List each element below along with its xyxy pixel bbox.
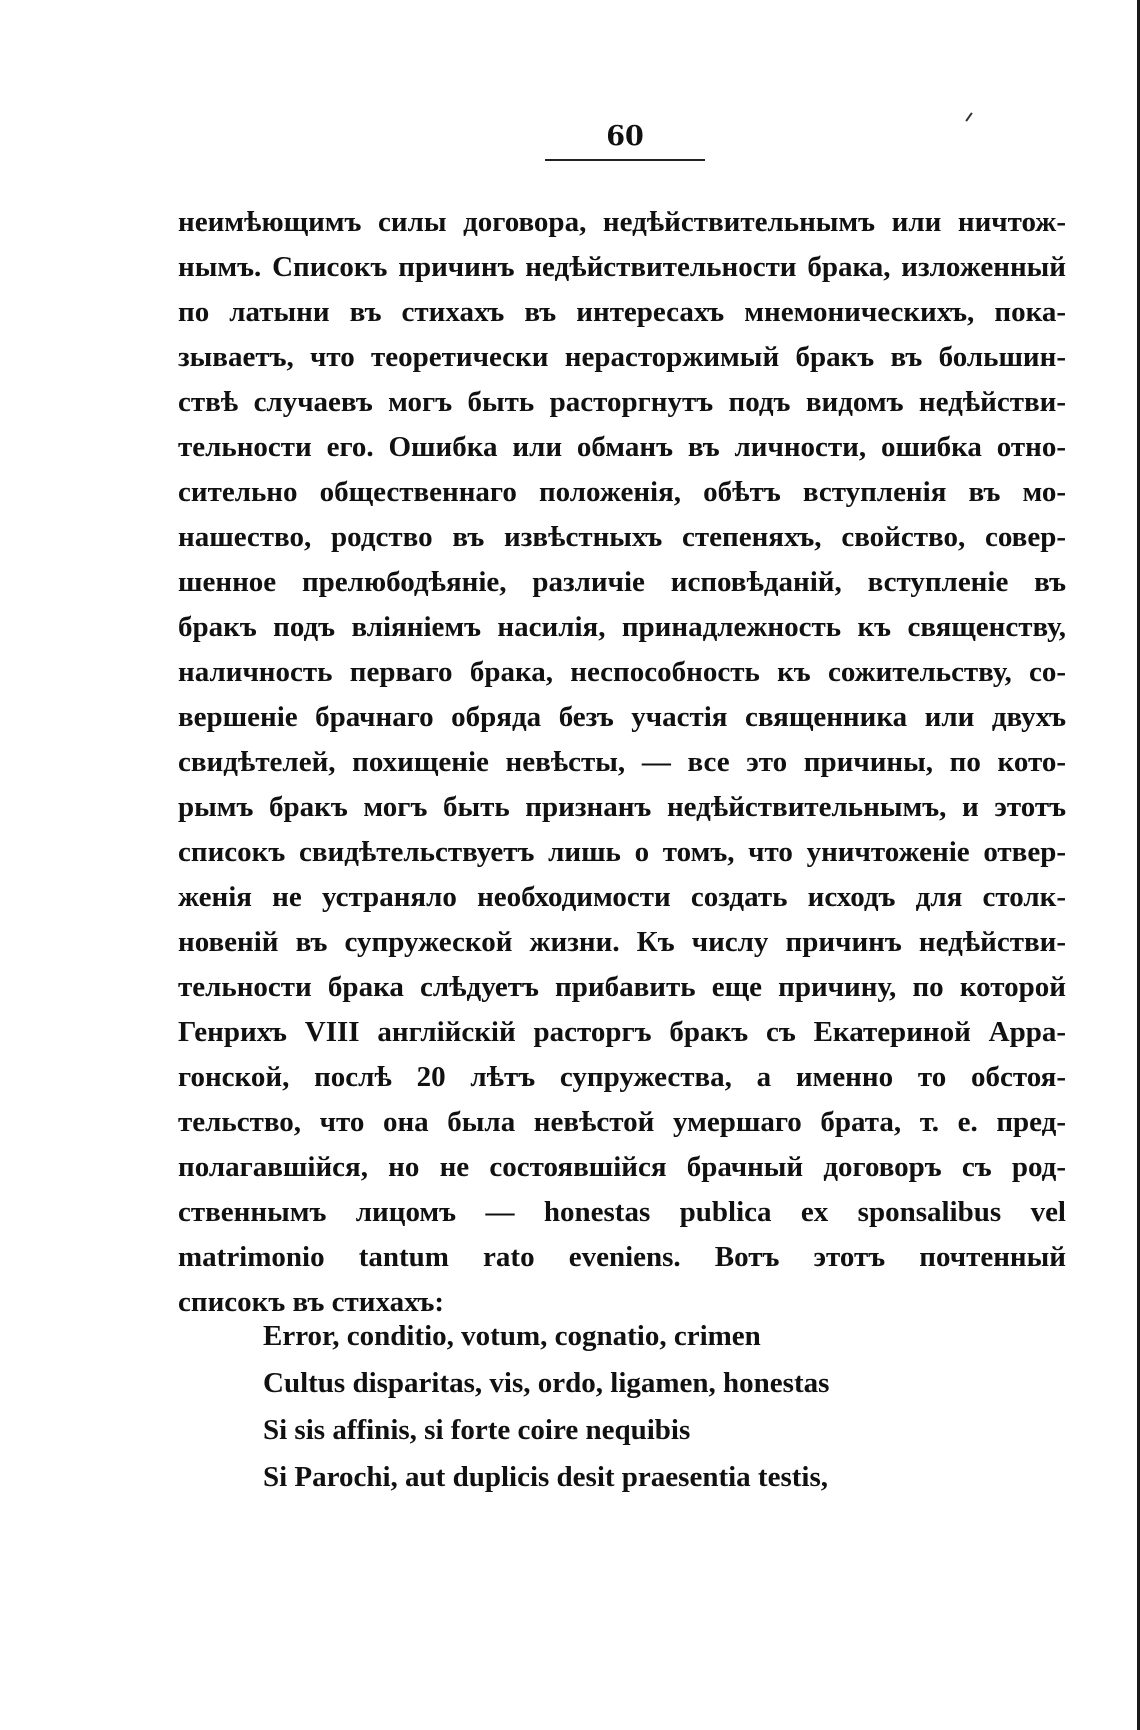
text-line: полагавшійся, но не состоявшійся брачный договоръ съ род-	[178, 1151, 1066, 1183]
text-line: нымъ. Списокъ причинъ недѣйствительности брака, изложенный	[178, 251, 1066, 283]
text-line: matrimonio tantum rato eveniens. Вотъ этотъ почтенный	[178, 1241, 1066, 1273]
text-line: вершеніе брачнаго обряда безъ участія священника или двухъ	[178, 701, 1066, 733]
body-paragraph	[178, 200, 1066, 1325]
text-line: шенное прелюбодѣяніе, различіе исповѣданій, вступленіе въ	[178, 566, 1066, 598]
text-line: тельности брака слѣдуетъ прибавить еще причину, по которой	[178, 971, 1066, 1003]
text-line: Генрихъ VIII англійскій расторгъ бракъ съ Екатериной Арра-	[178, 1016, 1066, 1048]
latin-verse	[263, 1313, 1003, 1501]
text-line: ствѣ случаевъ могъ быть расторгнутъ подъ видомъ недѣйстви-	[178, 386, 1066, 418]
verse-line: Cultus disparitas, vis, ordo, ligamen, honestas	[263, 1367, 830, 1399]
stray-mark	[965, 112, 972, 121]
text-line: ственнымъ лицомъ — honestas publica ex sponsalibus vel	[178, 1196, 1066, 1228]
text-line: бракъ подъ вліяніемъ насилія, принадлежность къ священству,	[178, 611, 1066, 643]
text-line: гонской, послѣ 20 лѣтъ супружества, а именно то обстоя-	[178, 1061, 1066, 1093]
verse-line: Error, conditio, votum, cognatio, crimen	[263, 1320, 761, 1352]
text-line: зываетъ, что теоретически нерасторжимый бракъ въ большин-	[178, 341, 1066, 373]
text-line: списокъ свидѣтельствуетъ лишь о томъ, что уничтоженіе отвер-	[178, 836, 1066, 868]
text-line: наличность перваго брака, неспособность къ сожительству, со-	[178, 656, 1066, 688]
verse-line: Si sis affinis, si forte coire nequibis	[263, 1414, 691, 1446]
text-line: сительно общественнаго положенія, обѣтъ вступленія въ мо-	[178, 476, 1066, 508]
page-number: 60	[606, 121, 644, 152]
text-line: неимѣющимъ силы договора, недѣйствительнымъ или ничтож-	[178, 206, 1066, 238]
text-line: по латыни въ стихахъ въ интересахъ мнемоническихъ, пока-	[178, 296, 1066, 328]
text-line: новеній въ супружеской жизни. Къ числу причинъ недѣйстви-	[178, 926, 1066, 958]
text-line: тельности его. Ошибка или обманъ въ личности, ошибка отно-	[178, 431, 1066, 463]
text-line: рымъ бракъ могъ быть признанъ недѣйствительнымъ, и этотъ	[178, 791, 1066, 823]
text-line: свидѣтелей, похищеніе невѣсты, — все это причины, по кото-	[178, 746, 1066, 778]
text-line: тельство, что она была невѣстой умершаго брата, т. е. пред-	[178, 1106, 1066, 1138]
page-number-rule	[545, 159, 705, 161]
text-line: женія не устраняло необходимости создать исходъ для столк-	[178, 881, 1066, 913]
verse-line: Si Parochi, aut duplicis desit praesentia testis,	[263, 1461, 828, 1493]
text-line: нашество, родство въ извѣстныхъ степеняхъ, свойство, совер-	[178, 521, 1066, 553]
text-line: списокъ въ стихахъ:	[178, 1286, 445, 1318]
